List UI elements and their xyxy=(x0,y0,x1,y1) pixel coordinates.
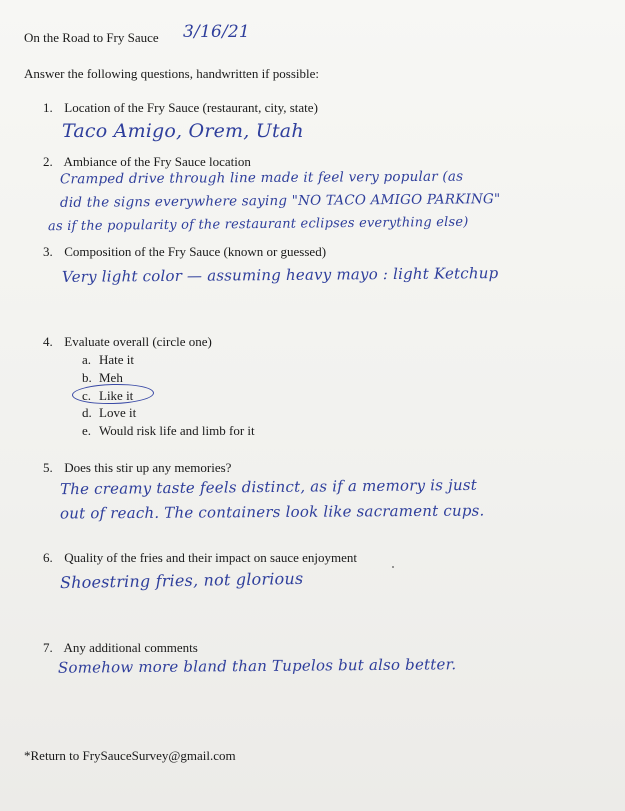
question-text: Ambiance of the Fry Sauce location xyxy=(63,154,251,169)
option-letter: a. xyxy=(82,352,92,367)
question-text: Location of the Fry Sauce (restaurant, city, state) xyxy=(64,100,318,115)
option-a xyxy=(82,352,134,368)
question-7 xyxy=(43,640,198,656)
option-d xyxy=(82,405,136,421)
option-label: Love it xyxy=(99,405,137,420)
paper-speck xyxy=(392,566,394,568)
answer-2-line-3: as if the popularity of the restaurant eclipses everything else) xyxy=(47,214,469,235)
selection-circle xyxy=(72,383,154,405)
page-title: On the Road to Fry Sauce xyxy=(24,30,159,45)
question-2 xyxy=(43,154,251,170)
option-letter: d. xyxy=(82,405,92,420)
question-text: Quality of the fries and their impact on sauce enjoyment xyxy=(64,550,358,565)
option-letter: e. xyxy=(82,423,92,438)
question-number: 5. xyxy=(43,460,53,475)
question-text: Does this stir up any memories? xyxy=(64,460,232,475)
answer-3-line-1: Very light color — assuming heavy mayo : light Ketchup xyxy=(61,264,499,286)
footer-return-email: *Return to FrySauceSurvey@gmail.com xyxy=(24,748,236,763)
question-text: Composition of the Fry Sauce (known or guessed) xyxy=(64,244,327,259)
answer-5-line-1: The creamy taste feels distinct, as if a memory is just xyxy=(59,475,478,499)
answer-2-line-1: Cramped drive through line made it feel very popular (as xyxy=(59,168,464,188)
answer-2-line-2: did the signs everywhere saying "NO TACO AMIGO PARKING" xyxy=(59,191,501,211)
answer-5-line-2: out of reach. The containers look like sacrament cups. xyxy=(59,501,485,523)
question-text: Any additional comments xyxy=(63,640,198,655)
option-label: Like it xyxy=(99,388,134,403)
answer-7-line-1: Somehow more bland than Tupelos but also better. xyxy=(57,655,457,677)
option-label: Hate it xyxy=(99,352,135,367)
answer-6-line-1: Shoestring fries, not glorious xyxy=(59,568,304,593)
question-4 xyxy=(43,334,212,350)
question-1 xyxy=(43,100,318,116)
option-e xyxy=(82,423,255,439)
option-letter: b. xyxy=(82,370,92,385)
option-label: Would risk life and limb for it xyxy=(99,423,255,438)
question-5 xyxy=(43,460,231,476)
option-label: Meh xyxy=(99,370,123,385)
question-text: Evaluate overall (circle one) xyxy=(64,334,212,349)
answer-1-line-1: Taco Amigo, Orem, Utah xyxy=(62,120,304,142)
option-letter: c. xyxy=(82,388,92,403)
instructions: Answer the following questions, handwritten if possible: xyxy=(24,66,319,81)
question-number: 2. xyxy=(43,154,53,169)
question-number: 7. xyxy=(43,640,53,655)
question-number: 6. xyxy=(43,550,53,565)
question-3 xyxy=(43,244,326,260)
question-number: 4. xyxy=(43,334,53,349)
question-number: 3. xyxy=(43,244,53,259)
question-6 xyxy=(43,550,357,566)
handwritten-date: 3/16/21 xyxy=(183,22,250,42)
question-number: 1. xyxy=(43,100,53,115)
